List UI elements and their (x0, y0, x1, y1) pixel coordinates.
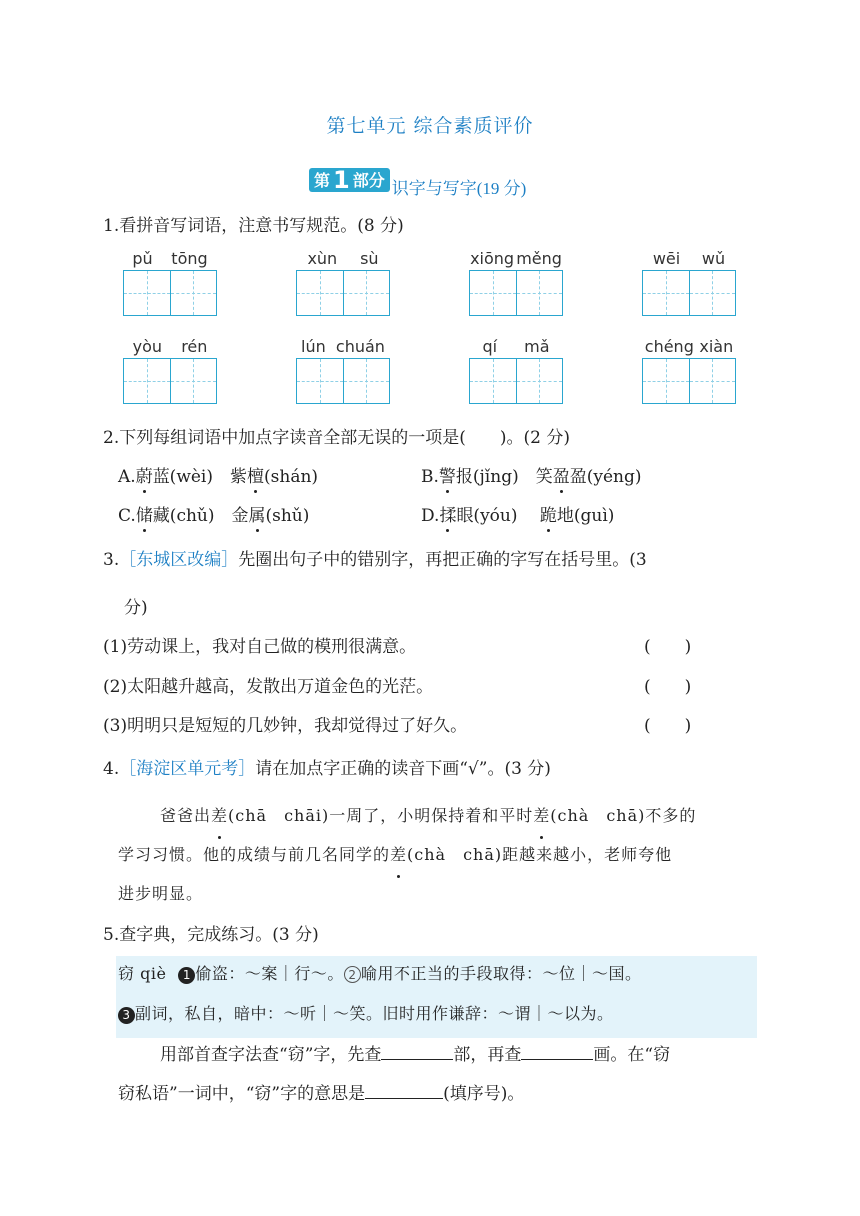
section-header (309, 160, 526, 199)
question-3-text-cont: 分) (124, 598, 148, 618)
question-3-text: 3.［东城区改编］先圈出句子中的错别字，再把正确的字写在括号里。(3 (103, 550, 647, 570)
source-tag: ［海淀区单元考］ (119, 759, 256, 779)
option-b: B.警报(jǐng) 笑盈盈(yéng) (421, 467, 642, 487)
q3-item-1: (1)劳动课上，我对自己做的模刑很满意。 (103, 637, 417, 657)
option-a: A.蔚蓝(wèi) 紫檀(shán) (118, 467, 319, 487)
passage-line-3: 进步明显。 (118, 884, 204, 903)
part-title: 识字与写字(19 分) (391, 179, 527, 199)
pinyin-label: pǔ tōng (132, 249, 208, 268)
question-4-text: 4.［海淀区单元考］请在加点字正确的读音下画“√”。(3 分) (103, 759, 551, 779)
answer-paren-2[interactable]: ( ) (644, 677, 692, 697)
pinyin-label: wēi wǔ (652, 249, 726, 268)
pinyin-label: xùn sù (307, 249, 379, 268)
pinyin-label: qí mǎ (482, 337, 550, 356)
passage-line-1: 爸爸出差(chā chāi)一周了，小明保持着和平时差(chà chā)不多的 (160, 797, 696, 835)
writing-grid[interactable] (469, 358, 563, 404)
passage-line-2: 学习习惯。他的成绩与前几名同学的差(chà chā)距越来越小，老师夸他 (118, 836, 672, 874)
writing-grid[interactable] (296, 270, 390, 316)
pinyin-label: xiōng měng (470, 249, 562, 268)
pinyin-label: chéng xiàn (644, 337, 734, 356)
blank-meaning[interactable] (365, 1082, 443, 1099)
blank-strokes[interactable] (521, 1043, 593, 1060)
source-tag: ［东城区改编］ (119, 550, 239, 570)
writing-grid[interactable] (296, 358, 390, 404)
writing-grid[interactable] (123, 270, 217, 316)
question-2-text: 2.下列每组词语中加点字读音全部无误的一项是( )。(2 分) (103, 428, 570, 448)
answer-paren-3[interactable]: ( ) (644, 716, 692, 736)
writing-grid[interactable] (469, 270, 563, 316)
writing-grid[interactable] (642, 358, 736, 404)
dict-line-2: 3 副词，私自，暗中：～听｜～笑。旧时用作谦辞：～谓｜～以为。 (118, 994, 614, 1034)
dict-line-1: 窃 qiè 1 偷盗：～案｜行～。 2 喻用不正当的手段取得：～位｜～国。 (118, 964, 642, 983)
option-d: D.揉眼(yóu) 跪地(guì) (421, 506, 615, 526)
question-5-text: 5.查字典，完成练习。(3 分) (103, 925, 319, 945)
answer-paren-1[interactable]: ( ) (644, 637, 692, 657)
pinyin-label: yòu rén (132, 337, 208, 356)
q3-item-2: (2)太阳越升越高，发散出万道金色的光茫。 (103, 677, 434, 697)
part-badge: 第 1 部分 (309, 168, 390, 192)
q5-line-2: 窃私语”一词中，“窃”字的意思是 (填序号)。 (118, 1084, 525, 1104)
option-c: C.储藏(chǔ) 金属(shǔ) (118, 506, 310, 526)
pinyin-label: lún chuán (301, 337, 385, 356)
blank-radical[interactable] (381, 1043, 453, 1060)
page-title: 第七单元 综合素质评价 (326, 115, 534, 137)
q5-line-1: 用部首查字法查“窃”字，先查 部，再查 画。在“窃 (160, 1045, 671, 1065)
q3-item-3: (3)明明只是短短的几妙钟，我却觉得过了好久。 (103, 716, 468, 736)
question-1-text: 1.看拼音写词语，注意书写规范。(8 分) (103, 216, 404, 236)
writing-grid[interactable] (123, 358, 217, 404)
writing-grid[interactable] (642, 270, 736, 316)
